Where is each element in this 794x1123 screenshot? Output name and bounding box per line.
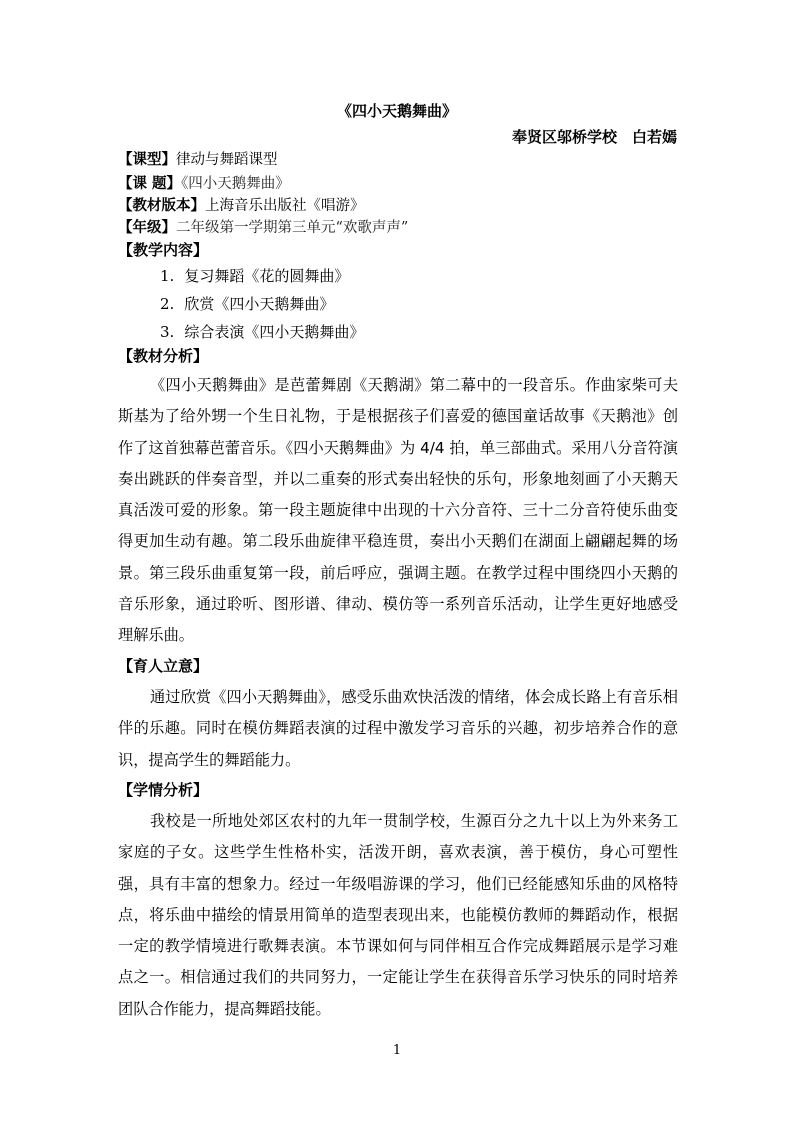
field-value: 《四小天鹅舞曲》 (181, 176, 290, 192)
field-label: 【课型】 (118, 152, 176, 168)
material-analysis-paragraph: 《四小天鹅舞曲》是芭蕾舞剧《天鹅湖》第二幕中的一段音乐。作曲家柴可夫斯基为了给外甥一个生日礼物，于是根据孩子们喜爱的德国童话故事《天鹅池》创作了这首独幕芭蕾音乐。《四小天鹅舞曲》为 4/4 拍，单三部曲式。采用八分音符演奏出跳跃的伴奏音型，并以二重奏的形式奏出轻快的乐句，形象地刻画了小天鹅天真活泼可爱的形象。第一段主题旋律中出现的十六分音符、三十二分音符使乐曲变得更加生动有趣。第二段乐曲旋律平稳连贯，奏出小天鹅们在湖面上翩翩起舞的场景。第三段乐曲重复第一段，前后呼应，强调主题。在教学过程中围绕四小天鹅的音乐形象，通过聆听、图形谱、律动、模仿等一系列音乐活动，让学生更好地感受理解乐曲。 (118, 376, 678, 645)
page-number: 1 (392, 1043, 402, 1058)
list-number: 3. (160, 323, 175, 341)
field-label: 【年级】 (118, 220, 176, 236)
field-lesson-type (118, 149, 278, 171)
list-item (160, 318, 364, 346)
education-intent-paragraph: 通过欣赏《四小天鹅舞曲》，感受乐曲欢快活泼的情绪，体会成长路上有音乐相伴的乐趣。同时在模仿舞蹈表演的过程中激发学习音乐的兴趣，初步培养合作的意识，提高学生的舞蹈能力。 (118, 688, 678, 769)
list-item (160, 290, 364, 318)
list-item (160, 262, 364, 290)
list-text: 复习舞蹈《花的圆舞曲》 (184, 267, 350, 285)
author-line: 奉贤区邬桥学校 白若嫣 (511, 128, 677, 146)
list-number: 2. (160, 295, 175, 313)
student-analysis-paragraph: 我校是一所地处郊区农村的九年一贯制学校，生源百分之九十以上为外来务工家庭的子女。这些学生性格朴实，活泼开朗，喜欢表演，善于模仿，身心可塑性强，具有丰富的想象力。经过一年级唱游课的学习，他们已经能感知乐曲的风格特点，将乐曲中描绘的情景用简单的造型表现出来，也能模仿教师的舞蹈动作，根据一定的教学情境进行歌舞表演。本节课如何与同伴相互合作完成舞蹈展示是学习难点之一。相信通过我们的共同努力，一定能让学生在获得音乐学习快乐的同时培养团队合作能力，提高舞蹈技能。 (118, 812, 678, 1018)
heading-education-intent: 【育人立意】 (118, 657, 209, 675)
teaching-content-list (160, 262, 364, 346)
field-textbook-edition (118, 195, 365, 217)
heading-teaching-content: 【教学内容】 (118, 241, 209, 259)
heading-student-analysis: 【学情分析】 (118, 781, 209, 799)
field-value: 上海音乐出版社《唱游》 (205, 198, 365, 214)
heading-material-analysis: 【教材分析】 (118, 347, 209, 365)
document-title: 《四小天鹅舞曲》 (336, 102, 457, 120)
field-grade (118, 217, 408, 239)
list-number: 1. (160, 267, 175, 285)
list-text: 欣赏《四小天鹅舞曲》 (184, 295, 335, 313)
field-label: 【课 题】 (118, 176, 182, 192)
field-value: 二年级第一学期第三单元“欢歌声声” (176, 220, 409, 236)
field-value: 律动与舞蹈课型 (176, 152, 278, 168)
field-label: 【教材版本】 (118, 198, 205, 214)
list-text: 综合表演《四小天鹅舞曲》 (184, 323, 365, 341)
field-lesson-topic (118, 173, 290, 195)
